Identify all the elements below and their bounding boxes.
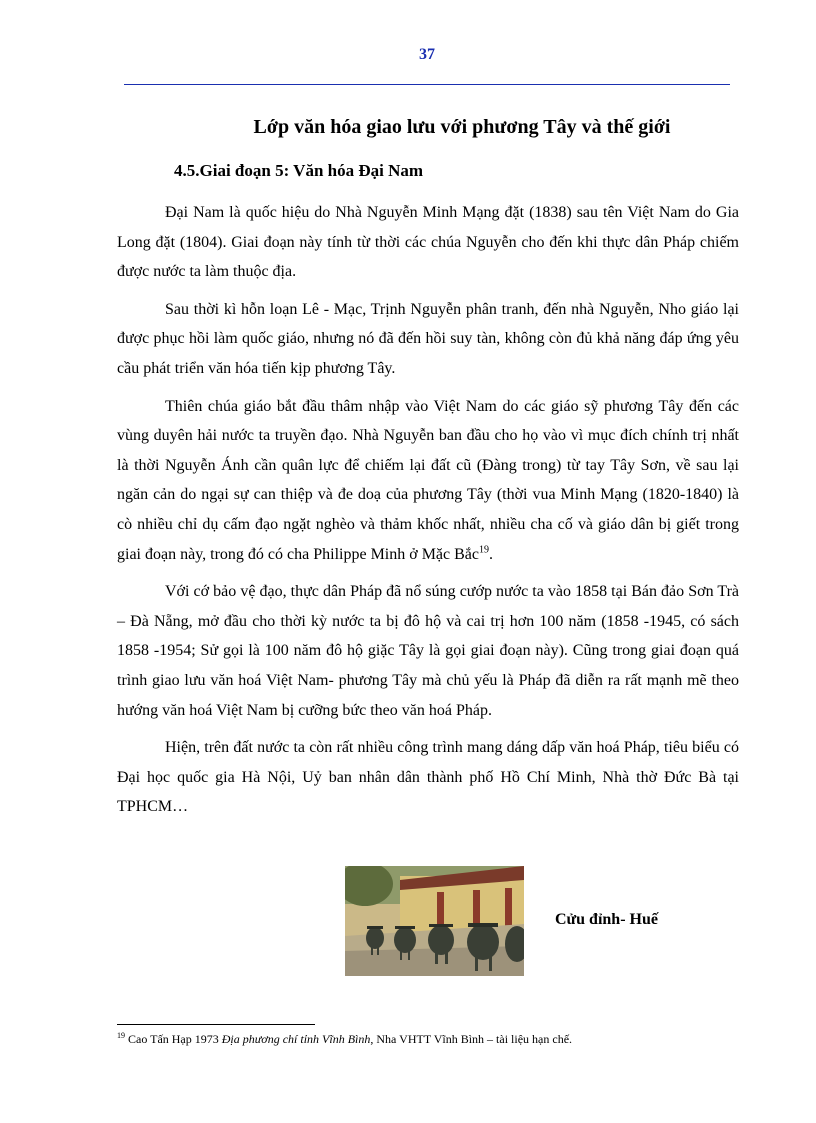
body-text [117, 198, 739, 830]
figure-caption: Cửu đỉnh- Huế [555, 911, 658, 928]
footnote-number: 19 [117, 1031, 125, 1040]
paragraph: Hiện, trên đất nước ta còn rất nhiều công trình mang dáng dấp văn hoá Pháp, tiêu biểu có Đại học quốc gia Hà Nội, Uỷ ban nhân dân thành phố Hồ Chí Minh, Nhà thờ Đức Bà tại TPHCM… [117, 739, 739, 816]
paragraph-text: Thiên chúa giáo bắt đầu thâm nhập vào Việt Nam do các giáo sỹ phương Tây đến các vùng duyên hải nước ta truyền đạo. Nhà Nguyễn ban đầu cho họ vào vì mục đích chính trị nhất là thời Nguyễn Ánh cần quân lực để chiếm lại đất cũ (Đàng trong) từ tay Tây Sơn, về sau lại ngăn cản do ngại sự can thiệp và đe doạ của phương Tây (thời vua Minh Mạng (1820-1840) là cò nhiều chỉ dụ cấm đạo ngặt nghèo và thảm khốc nhất, nhiều cha cố và giáo dân bị giết trong giai đoạn này, trong đó có cha Philippe Minh ở Mặc Bắc [117, 397, 739, 563]
footnote [117, 1031, 572, 1047]
footnote-title: Địa phương chí tỉnh Vĩnh Bình [221, 1032, 371, 1046]
paragraph: Đại Nam là quốc hiệu do Nhà Nguyễn Minh Mạng đặt (1838) sau tên Việt Nam do Gia Long đặt (1804). Giai đoạn này tính từ thời các chúa Nguyễn cho đến khi thực dân Pháp chiếm được nước ta làm thuộc địa. [117, 204, 739, 281]
cuu-dinh-photo [345, 866, 524, 976]
paragraph-end: . [489, 545, 494, 563]
paragraph: Sau thời kì hỗn loạn Lê - Mạc, Trịnh Nguyễn phân tranh, đến nhà Nguyễn, Nho giáo lại được phục hồi làm quốc giáo, nhưng nó đã đến hồi suy tàn, không còn đủ khả năng đáp ứng yêu cầu phát triển văn hóa tiến kịp phương Tây. [117, 300, 739, 377]
footnote-divider [117, 1024, 315, 1025]
footnote-text-end: , Nha VHTT Vĩnh Bình – tài liệu hạn chế. [370, 1032, 573, 1046]
footnote-reference[interactable]: 19 [479, 544, 490, 556]
section-title: Lớp văn hóa giao lưu với phương Tây và thế giới [253, 116, 671, 138]
page-number: 37 [419, 46, 435, 63]
paragraph: Với cớ bảo vệ đạo, thực dân Pháp đã nổ súng cướp nước ta vào 1858 tại Bán đảo Sơn Trà – Đà Nẵng, mở đầu cho thời kỳ nước ta bị đô hộ và cai trị hơn 100 năm (1858 -1945, có sách 1858 -1954; Sử gọi là 100 năm đô hộ giặc Tây là gọi giai đoạn này). Cũng trong giai đoạn quá trình giao lưu văn hoá Việt Nam- phương Tây mà chủ yếu là Pháp đã diễn ra rất mạnh mẽ theo hướng văn hoá Việt Nam bị cưỡng bức theo văn hoá Pháp. [117, 583, 739, 719]
subsection-heading: 4.5.Giai đoạn 5: Văn hóa Đại Nam [174, 161, 424, 180]
header-divider [124, 84, 730, 85]
paragraph [117, 392, 739, 570]
footnote-text: Cao Tấn Hạp 1973 [125, 1032, 222, 1046]
